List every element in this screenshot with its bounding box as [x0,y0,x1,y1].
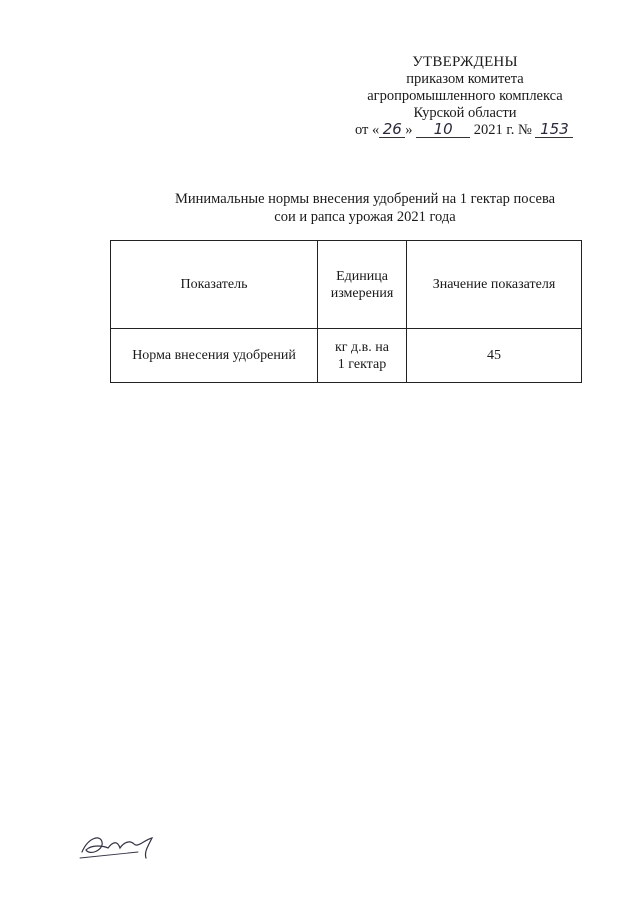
order-line [355,122,595,139]
row-unit [318,329,407,383]
approval-line-3: Курской области [413,105,517,121]
header-unit [318,241,407,329]
approval-line-1: приказом комитета [406,71,524,87]
approval-line-2: агропромышленного комплекса [367,88,563,104]
table-header-row [111,241,582,329]
approval-block [340,54,590,122]
title-line-1: Минимальные нормы внесения удобрений на 1 гектар посева [174,191,556,207]
row-unit-line-1: кг д.в. на [335,339,389,355]
header-unit-line-1: Единица [336,268,388,284]
document-title [150,190,580,226]
handwritten-signature [78,828,168,862]
norms-table [110,240,582,383]
header-indicator: Показатель [111,241,318,329]
approval-heading: УТВЕРЖДЕНЫ [412,54,518,70]
order-day: 26 [379,122,405,138]
row-indicator: Норма внесения удобрений [111,329,318,383]
order-mid: » [405,122,413,138]
order-number: 153 [535,122,573,138]
order-year: 2021 г. № [473,122,532,138]
row-unit-line-2: 1 гектар [337,356,387,372]
table-row [111,329,582,383]
row-value: 45 [407,329,582,383]
title-line-2: сои и рапса урожая 2021 года [274,209,456,225]
order-month: 10 [416,122,470,138]
header-unit-line-2: измерения [330,285,394,301]
order-prefix: от « [355,122,380,138]
header-value: Значение показателя [407,241,582,329]
